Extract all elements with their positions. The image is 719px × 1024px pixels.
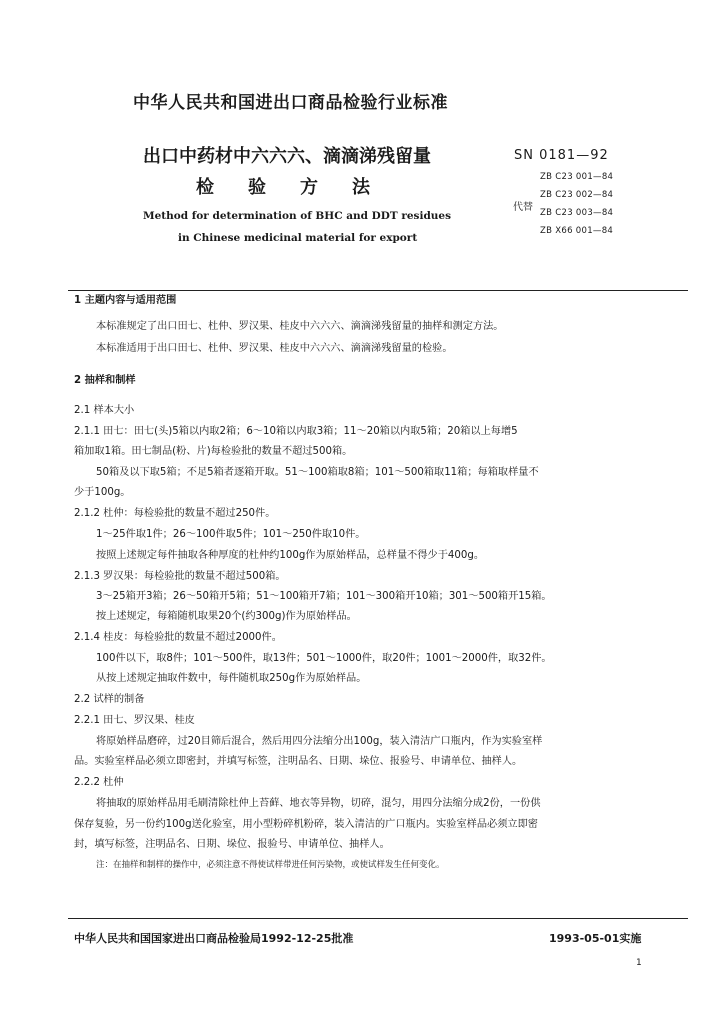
paragraph-line: 箱加取1箱。田七制品(粉、片)每检验批的数量不超过500箱。: [74, 446, 353, 457]
paragraph-line: 少于100g。: [74, 487, 131, 498]
note-line: 注：在抽样和制样的操作中，必须注意不得使试样带进任何污染物，或使试样发生任何变化。: [96, 860, 445, 870]
paragraph-line: 2.1.1 田七：田七(头)5箱以内取2箱；6～10箱以内取3箱；11～20箱以内取5箱；20箱以上每增5: [74, 426, 518, 437]
title-cn-line2: 检验方法: [196, 177, 404, 198]
paragraph-line: 封，填写标签，注明品名、日期、垛位、报验号、申请单位、抽样人。: [74, 839, 390, 850]
paragraph-line: 50箱及以下取5箱；不足5箱者逐箱开取。51～100箱取8箱；101～500箱取11箱；每箱取样量不: [96, 467, 539, 478]
effective-date: 1993-05-01实施: [549, 932, 642, 945]
paragraph-line: 本标准规定了出口田七、杜仲、罗汉果、桂皮中六六六、滴滴涕残留量的抽样和测定方法。: [96, 321, 504, 332]
clause-heading: 2.1 样本大小: [74, 405, 135, 416]
standard-number: SN 0181—92: [514, 148, 609, 163]
paragraph-line: 品。实验室样品必须立即密封，并填写标签，注明品名、日期、垛位、报验号、申请单位、抽样人。: [74, 756, 523, 767]
paragraph-line: 从按上述规定抽取件数中，每件随机取250g作为原始样品。: [96, 673, 367, 684]
paragraph-line: 按上述规定，每箱随机取果20个(约300g)作为原始样品。: [96, 611, 357, 622]
title-en-line2: in Chinese medicinal material for export: [178, 232, 418, 244]
paragraph-line: 100件以下，取8件；101～500件，取13件；501～1000件，取20件；1001～2000件，取32件。: [96, 653, 552, 664]
header-divider: [68, 290, 688, 291]
title-en-line1: Method for determination of BHC and DDT residues: [143, 210, 452, 222]
clause-heading: 2.1.3 罗汉果：每检验批的数量不超过500箱。: [74, 571, 286, 582]
paragraph-line: 将原始样品磨碎，过20目筛后混合，然后用四分法缩分出100g，装入清洁广口瓶内，作为实验室样: [96, 736, 543, 747]
issuer-approval: 中华人民共和国国家进出口商品检验局1992-12-25批准: [74, 932, 354, 945]
replaced-standard: ZB C23 003—84: [540, 208, 614, 218]
footer-divider: [68, 918, 688, 919]
paragraph-line: 1～25件取1件；26～100件取5件；101～250件取10件。: [96, 529, 366, 540]
paragraph-line: 本标准适用于出口田七、杜仲、罗汉果、桂皮中六六六、滴滴涕残留量的检验。: [96, 343, 453, 354]
clause-heading: 2.1.2 杜仲：每检验批的数量不超过250件。: [74, 508, 276, 519]
section-heading: 2 抽样和制样: [74, 375, 136, 386]
paragraph-line: 3～25箱开3箱；26～50箱开5箱；51～100箱开7箱；101～300箱开10箱；301～500箱开15箱。: [96, 591, 552, 602]
org-standard-heading: 中华人民共和国进出口商品检验行业标准: [133, 93, 448, 113]
replaces-label: 代替: [513, 202, 533, 213]
page-number: 1: [636, 958, 642, 968]
clause-heading: 2.1.4 桂皮：每检验批的数量不超过2000件。: [74, 632, 282, 643]
clause-heading: 2.2 试样的制备: [74, 694, 145, 705]
replaced-standard: ZB C23 002—84: [540, 190, 614, 200]
clause-heading: 2.2.1 田七、罗汉果、桂皮: [74, 715, 195, 726]
title-cn-line1: 出口中药材中六六六、滴滴涕残留量: [143, 146, 431, 167]
replaced-standard: ZB X66 001—84: [540, 226, 614, 236]
paragraph-line: 按照上述规定每件抽取各种厚度的杜仲约100g作为原始样品，总样量不得少于400g。: [96, 550, 485, 561]
replaced-standard: ZB C23 001—84: [540, 172, 614, 182]
clause-heading: 2.2.2 杜仲: [74, 777, 124, 788]
paragraph-line: 保存复验，另一份约100g送化验室，用小型粉碎机粉碎，装入清洁的广口瓶内。实验室样品必须立即密: [74, 819, 538, 830]
paragraph-line: 将抽取的原始样品用毛刷清除杜仲上苔藓、地衣等异物，切碎，混匀，用四分法缩分成2份，一份供: [96, 798, 541, 809]
section-heading: 1 主题内容与适用范围: [74, 295, 177, 306]
